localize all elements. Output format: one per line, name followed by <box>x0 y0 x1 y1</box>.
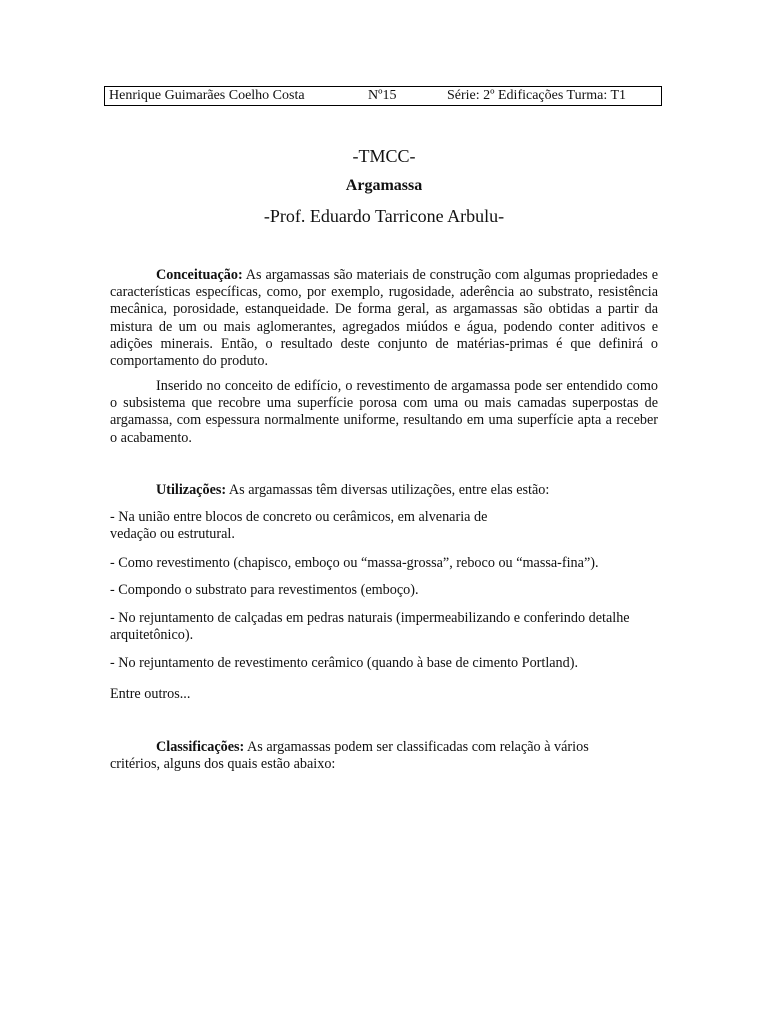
subject-title: Argamassa <box>345 177 423 194</box>
list-closing: Entre outros... <box>110 686 191 702</box>
student-name: Henrique Guimarães Coelho Costa <box>109 88 305 103</box>
student-number: Nº15 <box>368 88 397 103</box>
professor-title: -Prof. Eduardo Tarricone Arbulu- <box>263 206 505 226</box>
class-info: Série: 2º Edificações Turma: T1 <box>447 88 627 103</box>
list-item: - Como revestimento (chapisco, emboço ou “massa-grossa”, reboco ou “massa-fina”). <box>110 555 599 571</box>
classificacoes-label: Classificações: <box>156 739 245 755</box>
utilizacoes-text: As argamassas têm diversas utilizações, entre elas estão: <box>226 482 550 498</box>
utilizacoes-paragraph <box>110 482 658 499</box>
edificio-paragraph: Inserido no conceito de edifício, o revestimento de argamassa pode ser entendido como o subsistema que recobre uma superfície porosa com uma ou mais camadas superpostas de argamassa, com espessura normalmente uniforme, resultando em uma superfície apta a receber o acabamento. <box>110 378 658 446</box>
conceituacao-paragraph <box>110 267 658 370</box>
list-item: - No rejuntamento de calçadas em pedras naturais (impermeabilizando e conferindo detalhe arquitetônico). <box>110 610 630 644</box>
conceituacao-text: As argamassas são materiais de construção com algumas propriedades e características específicas, como, por exemplo, rugosidade, aderência ao substrato, resistência mecânica, porosidade, estanqueidade. De forma geral, as argamassas são obtidas a partir da mistura de um ou mais aglomerantes, agregados miúdos e água, podendo conter aditivos e adições minerais. Então, o resultado deste conjunto de matérias-primas é que definirá o comportamento do produto. <box>110 267 658 370</box>
list-item: - Compondo o substrato para revestimentos (emboço). <box>110 582 419 598</box>
utilizacoes-label: Utilizações: <box>156 482 227 498</box>
conceituacao-label: Conceituação: <box>156 267 243 283</box>
list-item: - No rejuntamento de revestimento cerâmico (quando à base de cimento Portland). <box>110 655 579 671</box>
classificacoes-text: As argamassas podem ser classificadas com relação à vários critérios, alguns dos quais estão abaixo: <box>110 739 589 773</box>
classificacoes-paragraph <box>110 739 640 773</box>
list-item: - Na união entre blocos de concreto ou cerâmicos, em alvenaria de vedação ou estrutural. <box>110 509 488 543</box>
course-title: -TMCC- <box>352 146 416 166</box>
student-info-box <box>104 86 662 106</box>
